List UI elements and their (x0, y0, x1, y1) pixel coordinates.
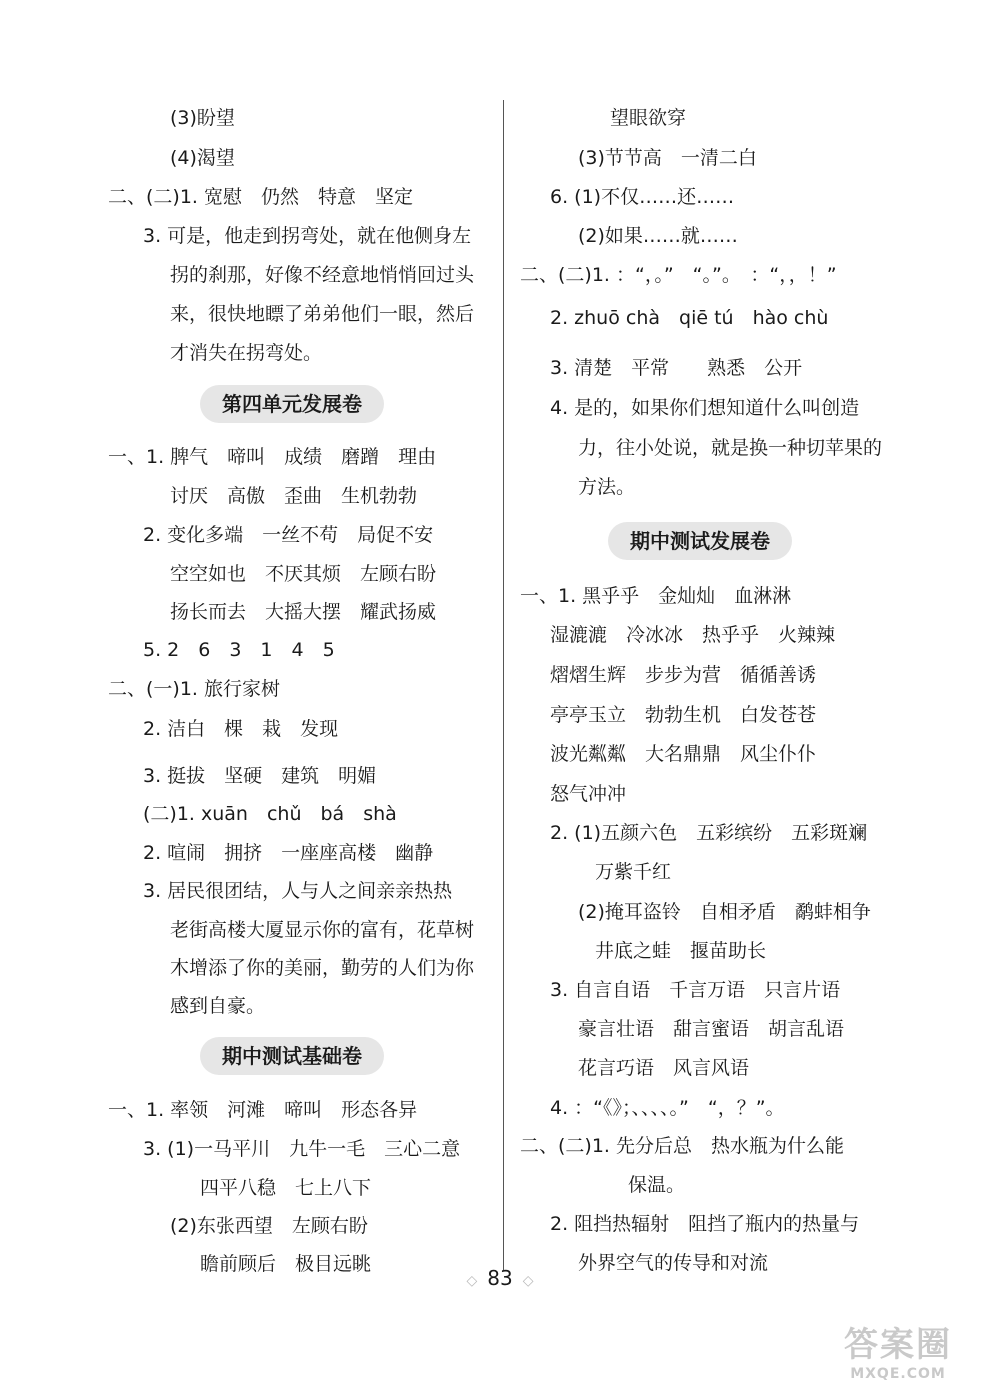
answer-line: 一、1. 率领 河滩 啼叫 形态各异 (108, 1099, 418, 1121)
answer-line: 亭亭玉立 勃勃生机 白发苍苍 (550, 704, 817, 726)
answer-line: 讨厌 高傲 歪曲 生机勃勃 (170, 485, 418, 507)
section-heading: 期中测试基础卷 (200, 1037, 384, 1075)
answer-line: 2. (1)五颜六色 五彩缤纷 五彩斑斓 (550, 822, 868, 844)
answer-line: 二、(一)1. 旅行家树 (108, 678, 280, 700)
answer-line: 一、1. 脾气 啼叫 成绩 磨蹭 理由 (108, 446, 437, 468)
answer-line: 3. 居民很团结，人与人之间亲亲热热 (143, 880, 453, 902)
answer-line: 才消失在拐弯处。 (170, 342, 323, 364)
section-heading: 期中测试发展卷 (608, 522, 792, 560)
answer-line: 来，很快地瞟了弟弟他们一眼，然后 (170, 303, 475, 325)
answer-line: 3. 清楚 平常 熟悉 公开 (550, 357, 803, 379)
ornament-left-icon: ◇ (466, 1273, 478, 1289)
answer-line: 2. zhuō chà qiē tú hào chù (550, 307, 829, 329)
answer-line: 保温。 (628, 1174, 686, 1196)
section-heading: 第四单元发展卷 (200, 385, 384, 423)
answer-line: 一、1. 黑乎乎 金灿灿 血淋淋 (520, 585, 792, 607)
answer-line: 2. 喧闹 拥挤 一座座高楼 幽静 (143, 842, 434, 864)
answer-line: 二、(二)1. 宽慰 仍然 特意 坚定 (108, 186, 413, 208)
answer-line: 4. ：“《》；、、、、。” “，？”。 (550, 1097, 785, 1119)
answer-line: 二、(二)1. ：“，。” “。”。 ：“，，！” (520, 264, 837, 286)
answer-line: 3. (1)一马平川 九牛一毛 三心二意 (143, 1138, 461, 1160)
answer-line: 波光粼粼 大名鼎鼎 风尘仆仆 (550, 743, 817, 765)
answer-line: 5. 2 6 3 1 4 5 (143, 639, 335, 661)
answer-line: (2)东张西望 左顾右盼 (170, 1215, 368, 1237)
answer-line: 瞻前顾后 极目远眺 (200, 1253, 372, 1275)
watermark-logo: 答案圈 MXQE.COM (844, 1325, 952, 1382)
answer-line: 2. 阻挡热辐射 阻挡了瓶内的热量与 (550, 1213, 860, 1235)
answer-line: 空空如也 不厌其烦 左顾右盼 (170, 563, 437, 585)
answer-line: 老街高楼大厦显示你的富有，花草树 (170, 919, 475, 941)
answer-line: (2)掩耳盗铃 自相矛盾 鹬蚌相争 (578, 901, 871, 923)
answer-line: 3. 挺拔 坚硬 建筑 明媚 (143, 765, 377, 787)
answer-line: 熠熠生辉 步步为营 循循善诱 (550, 664, 817, 686)
answer-line: 4. 是的，如果你们想知道什么叫创造 (550, 397, 860, 419)
answer-line: (3)节节高 一清二白 (578, 147, 757, 169)
answer-line: 望眼欲穿 (610, 107, 687, 129)
answer-line: 外界空气的传导和对流 (578, 1252, 769, 1274)
answer-line: 四平八稳 七上八下 (200, 1177, 372, 1199)
column-divider (503, 100, 504, 1270)
answer-line: 花言巧语 风言风语 (578, 1057, 750, 1079)
answer-line: 感到自豪。 (170, 995, 266, 1017)
answer-line: 万紫千红 (595, 861, 672, 883)
answer-line: 怒气冲冲 (550, 783, 627, 805)
answer-line: 湿漉漉 冷冰冰 热乎乎 火辣辣 (550, 624, 836, 646)
ornament-right-icon: ◇ (522, 1273, 534, 1289)
answer-line: 2. 洁白 棵 栽 发现 (143, 718, 339, 740)
answer-line: 方法。 (578, 476, 636, 498)
page-number: ◇ 83 ◇ (466, 1266, 534, 1290)
answer-line: 力，往小处说，就是换一种切苹果的 (578, 437, 883, 459)
answer-line: 3. 可是，他走到拐弯处，就在他侧身左 (143, 225, 472, 247)
answer-line: 2. 变化多端 一丝不苟 局促不安 (143, 524, 434, 546)
answer-line: 6. (1)不仅……还…… (550, 186, 735, 208)
answer-line: (3)盼望 (170, 107, 235, 129)
answer-line: 豪言壮语 甜言蜜语 胡言乱语 (578, 1018, 845, 1040)
answer-line: 二、(二)1. 先分后总 热水瓶为什么能 (520, 1135, 844, 1157)
answer-line: (二)1. xuān chǔ bá shà (143, 803, 397, 825)
answer-line: (2)如果……就…… (578, 225, 738, 247)
answer-line: 木增添了你的美丽，勤劳的人们为你 (170, 957, 475, 979)
answer-line: 拐的刹那，好像不经意地悄悄回过头 (170, 264, 475, 286)
answer-line: 井底之蛙 揠苗助长 (595, 940, 767, 962)
answer-line: 扬长而去 大摇大摆 耀武扬威 (170, 601, 437, 623)
answer-line: (4)渴望 (170, 147, 235, 169)
answer-line: 3. 自言自语 千言万语 只言片语 (550, 979, 841, 1001)
